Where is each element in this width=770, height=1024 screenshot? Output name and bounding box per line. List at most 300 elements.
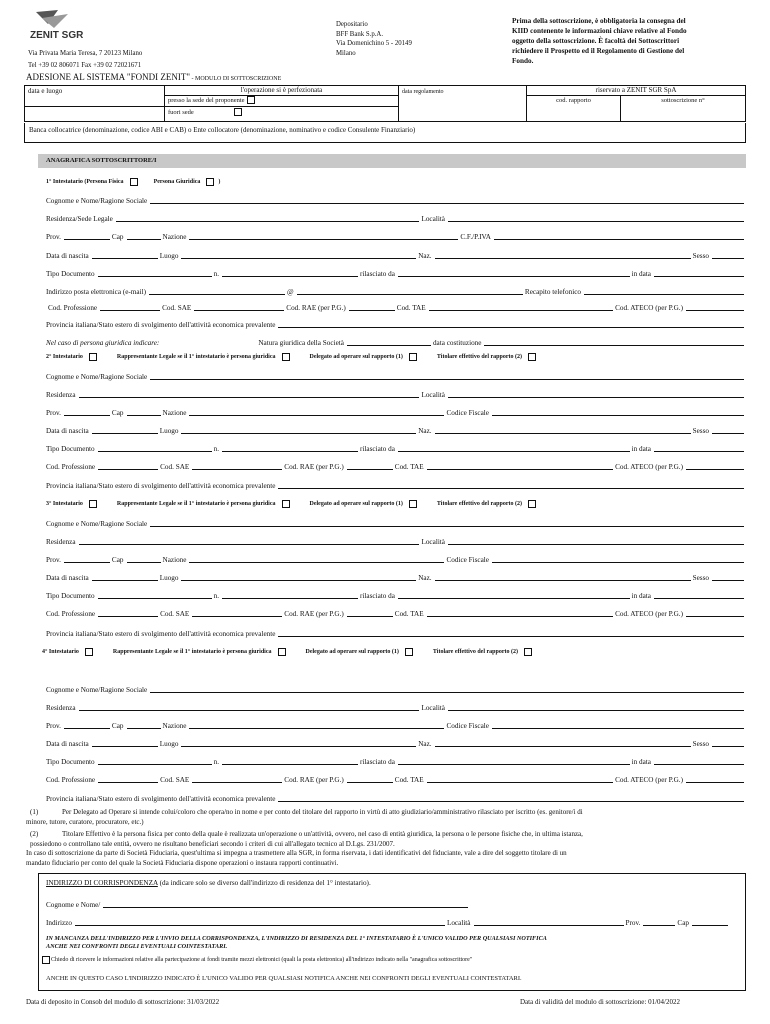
tipo-documento-line[interactable] xyxy=(98,598,212,599)
cod-sae-line[interactable] xyxy=(192,782,282,783)
n-line[interactable] xyxy=(222,451,358,452)
titolare-label: Titolare effettivo del rapporto (2) xyxy=(436,501,522,507)
depositario-line: Milano xyxy=(336,49,356,57)
rappresentante-label: Rappresentante Legale se il 1° intestatario è persona giuridica xyxy=(116,354,276,360)
tipo-documento-line[interactable] xyxy=(98,276,212,277)
h3-cognome-row xyxy=(46,514,746,528)
cod-ateco-line[interactable] xyxy=(686,782,744,783)
rappresentante-checkbox[interactable] xyxy=(278,648,286,656)
localita-line[interactable] xyxy=(448,710,744,711)
rappresentante-label: Rappresentante Legale se il 1° intestatario è persona giuridica xyxy=(112,649,272,655)
cap-label: Cap xyxy=(111,721,124,730)
prov-line[interactable] xyxy=(64,415,110,416)
localita-line[interactable] xyxy=(448,397,744,398)
notes-block xyxy=(26,808,746,868)
cod-rae-label: Cod. RAE (per P.G.) xyxy=(284,775,344,784)
depositario-block xyxy=(336,20,412,58)
h1-provincia-row xyxy=(46,315,746,329)
corr-localita-line[interactable] xyxy=(474,925,624,926)
data-luogo-cell[interactable] xyxy=(25,86,165,107)
titolare-checkbox[interactable] xyxy=(528,353,536,361)
presso-sede-checkbox[interactable] xyxy=(247,96,255,104)
rappresentante-label: Rappresentante Legale se il 1° intestatario è persona giuridica xyxy=(116,501,276,507)
naz-line[interactable] xyxy=(435,433,691,434)
h1-prov-row xyxy=(46,227,746,241)
h2-residenza-row xyxy=(46,385,746,399)
cap-label: Cap xyxy=(111,555,124,564)
data-nascita-label: Data di nascita xyxy=(46,426,89,435)
prov-line[interactable] xyxy=(64,562,110,563)
n-label: n. xyxy=(213,591,220,600)
cod-professione-line[interactable] xyxy=(98,616,158,617)
cap-line[interactable] xyxy=(127,415,161,416)
third-holder-checkbox[interactable] xyxy=(89,500,97,508)
depositario-line: BFF Bank S.p.A. xyxy=(336,30,384,38)
provincia-label: Provincia italiana/Stato estero di svolgimento dell'attività economica prevalente xyxy=(46,629,276,638)
titolare-label: Titolare effettivo del rapporto (2) xyxy=(436,354,522,360)
fourth-holder-checkbox[interactable] xyxy=(85,648,93,656)
provincia-label: Provincia italiana/Stato estero di svolgimento dell'attività economica prevalente xyxy=(46,794,276,803)
notice-line: oggetto della sottoscrizione. È facoltà dei Sottoscrittori xyxy=(512,37,680,45)
cod-sae-label: Cod. SAE xyxy=(160,462,190,471)
h2-prov-row xyxy=(46,403,746,417)
corr-warning-line: ANCHE NEI CONFRONTI DEGLI EVENTUALI COINTESTATARI. xyxy=(46,943,228,950)
codice-fiscale-line[interactable] xyxy=(492,728,744,729)
sesso-line[interactable] xyxy=(712,258,744,259)
n-label: n. xyxy=(213,757,220,766)
prov-label: Prov. xyxy=(46,555,61,564)
nazione-label: Nazione xyxy=(162,721,187,730)
note-1 xyxy=(26,808,746,818)
naz-line[interactable] xyxy=(435,258,691,259)
naz-label: Naz. xyxy=(418,251,432,260)
persona-giuridica-checkbox[interactable] xyxy=(206,178,214,186)
localita-line[interactable] xyxy=(448,221,744,222)
h3-codes-row xyxy=(46,604,746,618)
corr-cognome-line[interactable] xyxy=(103,907,468,908)
notice-line: Prima della sottoscrizione, è obbligatoria la consegna del xyxy=(512,17,686,25)
nazione-label: Nazione xyxy=(162,555,187,564)
cod-professione-line[interactable] xyxy=(98,469,158,470)
corr-warning xyxy=(46,935,547,951)
company-address: Via Privata Maria Teresa, 7 20123 Milano xyxy=(28,50,143,57)
email-request-label: Chiedo di ricevere le informazioni relative alla partecipazione ai fondi tramite mezzi elettronici (quali la posta elettronica) all'indirizzo indicato nella "anagrafica sottoscrittore" xyxy=(51,957,473,963)
note-2-number: (2) xyxy=(30,830,39,838)
tipo-documento-line[interactable] xyxy=(98,764,212,765)
h4-documento-row xyxy=(46,752,746,766)
footer-validita: Data di validità del modulo di sottoscrizione: 01/04/2022 xyxy=(520,998,681,1006)
close-paren: ) xyxy=(218,179,221,185)
fuori-sede-checkbox[interactable] xyxy=(234,108,242,116)
pg-case-label: Nel caso di persona giuridica indicare: xyxy=(46,338,160,347)
cognome-label: Cognome e Nome/Ragione Sociale xyxy=(46,196,148,205)
data-regolamento-cell[interactable] xyxy=(399,86,527,122)
provincia-label: Provincia italiana/Stato estero di svolgimento dell'attività economica prevalente xyxy=(46,481,276,490)
n-line[interactable] xyxy=(222,598,358,599)
codice-fiscale-label: Codice Fiscale xyxy=(446,408,489,417)
tipo-documento-label: Tipo Documento xyxy=(46,269,95,278)
cod-sae-label: Cod. SAE xyxy=(162,303,192,312)
cod-professione-line[interactable] xyxy=(98,782,158,783)
note-1-number: (1) xyxy=(30,808,39,816)
corr-cap-label: Cap xyxy=(677,918,689,927)
h2-codes-row xyxy=(46,457,746,471)
prov-label: Prov. xyxy=(46,408,61,417)
fourth-holder-label: 4° Intestatario xyxy=(42,649,79,655)
banca-collocatrice-field[interactable] xyxy=(24,123,746,143)
in-data-line[interactable] xyxy=(654,451,744,452)
cod-sae-line[interactable] xyxy=(194,310,284,311)
data-costituzione-line[interactable] xyxy=(484,345,744,346)
corr-prov-label: Prov. xyxy=(625,918,641,927)
top-table xyxy=(24,85,746,122)
depositario-label: Depositario xyxy=(336,21,368,28)
cod-ateco-label: Cod. ATECO (per P.G.) xyxy=(615,303,683,312)
cap-line[interactable] xyxy=(127,239,161,240)
cod-rae-line[interactable] xyxy=(347,782,393,783)
operazione-label: l'operazione si è perfezionata xyxy=(165,86,399,96)
cod-ateco-label: Cod. ATECO (per P.G.) xyxy=(615,462,683,471)
data-nascita-label: Data di nascita xyxy=(46,251,89,260)
email-note: ANCHE IN QUESTO CASO L'INDIRIZZO INDICATO È L'UNICO VALIDO PER QUALSIASI NOTIFICA ANCHE NEI CONFRONTI DEGLI EVENTUALI COINTESTATARI. xyxy=(46,975,522,982)
cod-tae-label: Cod. TAE xyxy=(394,462,424,471)
in-data-label: in data xyxy=(631,757,651,766)
third-holder-label: 3° Intestatario xyxy=(46,501,83,507)
fiduciaria-note-cont: mandato fiduciario per conto del quale la Società Fiduciaria dispone operazioni o instaura rapporti continuativi. xyxy=(26,858,339,867)
sesso-line[interactable] xyxy=(712,746,744,747)
cap-line[interactable] xyxy=(127,728,161,729)
form-title-sub: - MODULO DI SOTTOSCRIZIONE xyxy=(190,76,282,82)
cognome-line[interactable] xyxy=(150,692,744,693)
rappresentante-checkbox[interactable] xyxy=(282,353,290,361)
cap-label: Cap xyxy=(111,232,124,241)
h2-documento-row xyxy=(46,439,746,453)
company-phone: Tel +39 02 806071 Fax +39 02 72021671 xyxy=(28,62,142,69)
h4-residenza-row xyxy=(46,698,746,712)
data-regolamento-label: data regolamento xyxy=(402,89,444,95)
h2-type-row xyxy=(46,351,536,363)
cod-professione-line[interactable] xyxy=(100,310,160,311)
residenza-line[interactable] xyxy=(79,397,420,398)
cognome-label: Cognome e Nome/Ragione Sociale xyxy=(46,685,148,694)
residenza-label: Residenza xyxy=(46,537,76,546)
codice-fiscale-label: Codice Fiscale xyxy=(446,721,489,730)
sesso-label: Sesso xyxy=(692,739,709,748)
tipo-documento-label: Tipo Documento xyxy=(46,591,95,600)
tipo-documento-label: Tipo Documento xyxy=(46,757,95,766)
nazione-line[interactable] xyxy=(189,415,444,416)
h2-nascita-row xyxy=(46,421,746,435)
cod-ateco-line[interactable] xyxy=(686,469,744,470)
cod-tae-line[interactable] xyxy=(427,469,613,470)
corr-cognome-row xyxy=(46,895,470,909)
h4-cognome-row xyxy=(46,680,746,694)
h4-type-row xyxy=(42,646,532,658)
localita-label: Località xyxy=(421,390,445,399)
cod-ateco-line[interactable] xyxy=(686,616,744,617)
cod-sae-label: Cod. SAE xyxy=(160,609,190,618)
corr-warning-line: IN MANCANZA DELL'INDIRIZZO PER L'INVIO DELLA CORRISPONDENZA, L'INDIRIZZO DI RESIDENZA DEL 1° INTESTATARIO È L'UNICO VALIDO PER QUALSIASI NOTIFICA xyxy=(46,935,547,942)
tipo-documento-label: Tipo Documento xyxy=(46,444,95,453)
cognome-line[interactable] xyxy=(150,203,744,204)
codice-fiscale-line[interactable] xyxy=(492,415,744,416)
cod-rae-label: Cod. RAE (per P.G.) xyxy=(284,462,344,471)
residenza-line[interactable] xyxy=(79,710,420,711)
codice-fiscale-label: Codice Fiscale xyxy=(446,555,489,564)
codice-fiscale-line[interactable] xyxy=(492,562,744,563)
note-2-text: Titolare Effettivo è la persona fisica per conto della quale è realizzata un'operazione o un'attività, ovvero, nel caso di entità giuridica, la persona o le persone fisiche che, in ultima istanza, xyxy=(62,830,583,838)
corr-indirizzo-line[interactable] xyxy=(75,925,445,926)
cod-professione-label: Cod. Professione xyxy=(46,462,96,471)
rilasciato-label: rilasciato da xyxy=(360,444,395,453)
email-request-row xyxy=(42,956,472,964)
cod-sae-line[interactable] xyxy=(192,616,282,617)
cod-ateco-label: Cod. ATECO (per P.G.) xyxy=(615,609,683,618)
note-1-text: Per Delegato ad Operare si intende colui/coloro che opera/no in nome e per conto del titolare del rapporto in virtù di atto giudiziario/amministrativo rilasciato per iscritto (es. genitore/i di xyxy=(62,808,583,816)
sesso-label: Sesso xyxy=(692,251,709,260)
h2-cognome-row xyxy=(46,367,746,381)
tipo-documento-line[interactable] xyxy=(98,451,212,452)
fuori-sede-label: fuori sede xyxy=(168,109,194,116)
localita-label: Località xyxy=(421,537,445,546)
cognome-label: Cognome e Nome/Ragione Sociale xyxy=(46,519,148,528)
riservato-label: riservato a ZENIT SGR SpA xyxy=(527,86,746,96)
cod-tae-label: Cod. TAE xyxy=(394,775,424,784)
note-2-text-cont: possiedono o controllano tale entità, ovvero ne risultano beneficiari secondo i criteri di cui all'allegato tecnico al D.Lgs. 231/2007. xyxy=(30,839,395,848)
sesso-label: Sesso xyxy=(692,426,709,435)
cap-label: Cap xyxy=(111,408,124,417)
delegato-checkbox[interactable] xyxy=(409,353,417,361)
luogo-line[interactable] xyxy=(181,258,416,259)
empty-cell xyxy=(25,107,165,122)
banca-label: Banca collocatrice (denominazione, codice ABI e CAB) o Ente collocatore (denominazione, nominativo e codice Consulente Finanziario) xyxy=(29,126,416,134)
n-line[interactable] xyxy=(222,276,358,277)
data-nascita-label: Data di nascita xyxy=(46,573,89,582)
rilasciato-label: rilasciato da xyxy=(360,591,395,600)
sesso-label: Sesso xyxy=(692,573,709,582)
nazione-label: Nazione xyxy=(162,232,187,241)
cod-rae-line[interactable] xyxy=(347,616,393,617)
cod-professione-label: Cod. Professione xyxy=(48,303,98,312)
sottoscrizione-n-label: sottoscrizione n° xyxy=(661,97,705,104)
notice-line: KIID contenente le informazioni chiave relative al Fondo xyxy=(512,27,687,35)
data-nascita-line[interactable] xyxy=(92,580,158,581)
cod-sae-label: Cod. SAE xyxy=(160,775,190,784)
h2-provincia-row xyxy=(46,476,746,490)
nazione-label: Nazione xyxy=(162,408,187,417)
h1-residenza-row xyxy=(46,209,746,223)
cod-tae-line[interactable] xyxy=(427,616,613,617)
rilasciato-line[interactable] xyxy=(398,598,630,599)
in-data-line[interactable] xyxy=(654,598,744,599)
cod-ateco-line[interactable] xyxy=(686,310,744,311)
n-label: n. xyxy=(213,269,220,278)
cod-sae-line[interactable] xyxy=(192,469,282,470)
email-domain-line[interactable] xyxy=(297,294,523,295)
presso-sede-label: presso la sede del proponente xyxy=(168,97,245,104)
luogo-label: Luogo xyxy=(159,251,179,260)
prov-line[interactable] xyxy=(64,239,110,240)
cod-rapporto-cell[interactable] xyxy=(527,96,621,122)
cognome-line[interactable] xyxy=(150,379,744,380)
h1-email-row xyxy=(46,282,746,296)
form-title xyxy=(26,72,281,82)
kiid-notice xyxy=(512,16,687,66)
h3-nascita-row xyxy=(46,568,746,582)
corr-prov-line[interactable] xyxy=(643,925,675,926)
email-request-checkbox[interactable] xyxy=(42,956,50,964)
residenza-label: Residenza/Sede Legale xyxy=(46,214,113,223)
naz-label: Naz. xyxy=(418,739,432,748)
rappresentante-checkbox[interactable] xyxy=(282,500,290,508)
cod-tae-line[interactable] xyxy=(429,310,613,311)
nazione-line[interactable] xyxy=(189,728,444,729)
h3-provincia-row xyxy=(46,624,746,638)
email-label: Indirizzo posta elettronica (e-mail) xyxy=(46,287,146,296)
at-label: @ xyxy=(286,287,294,296)
n-line[interactable] xyxy=(222,764,358,765)
in-data-label: in data xyxy=(631,269,651,278)
second-holder-checkbox[interactable] xyxy=(89,353,97,361)
provincia-line[interactable] xyxy=(278,636,744,637)
prov-line[interactable] xyxy=(64,728,110,729)
h3-prov-row xyxy=(46,550,746,564)
data-nascita-line[interactable] xyxy=(92,258,158,259)
pg-row xyxy=(46,333,746,347)
delegato-checkbox[interactable] xyxy=(409,500,417,508)
cognome-line[interactable] xyxy=(150,526,744,527)
delegato-label: Delegato ad operare sul rapporto (1) xyxy=(309,501,403,507)
h1-nascita-row xyxy=(46,246,746,260)
rilasciato-line[interactable] xyxy=(398,764,630,765)
cod-professione-label: Cod. Professione xyxy=(46,775,96,784)
titolare-checkbox[interactable] xyxy=(524,648,532,656)
cod-ateco-label: Cod. ATECO (per P.G.) xyxy=(615,775,683,784)
provincia-line[interactable] xyxy=(278,488,744,489)
cf-piva-line[interactable] xyxy=(494,239,744,240)
nazione-line[interactable] xyxy=(189,239,458,240)
residenza-line[interactable] xyxy=(79,544,420,545)
sesso-line[interactable] xyxy=(712,433,744,434)
in-data-label: in data xyxy=(631,444,651,453)
luogo-label: Luogo xyxy=(159,573,179,582)
localita-line[interactable] xyxy=(448,544,744,545)
residenza-line[interactable] xyxy=(116,221,420,222)
second-holder-label: 2° Intestatario xyxy=(46,354,83,360)
h4-codes-row xyxy=(46,770,746,784)
h1-cognome-row xyxy=(46,191,746,205)
corr-indirizzo-label: Indirizzo xyxy=(46,918,72,927)
sottoscrizione-n-cell[interactable] xyxy=(621,96,746,122)
luogo-label: Luogo xyxy=(159,739,179,748)
form-title-main: ADESIONE AL SISTEMA "FONDI ZENIT" xyxy=(26,72,191,82)
sesso-line[interactable] xyxy=(712,580,744,581)
prov-label: Prov. xyxy=(46,721,61,730)
cognome-label: Cognome e Nome/Ragione Sociale xyxy=(46,372,148,381)
cod-professione-label: Cod. Professione xyxy=(46,609,96,618)
telefono-label: Recapito telefonico xyxy=(524,287,581,296)
cap-line[interactable] xyxy=(127,562,161,563)
nazione-line[interactable] xyxy=(189,562,444,563)
corr-cap-line[interactable] xyxy=(692,925,728,926)
correspondence-title-row xyxy=(46,879,371,887)
first-holder-type xyxy=(46,176,220,188)
corr-indirizzo-row xyxy=(46,913,730,927)
company-logo xyxy=(28,8,90,42)
email-user-line[interactable] xyxy=(149,294,285,295)
cod-tae-label: Cod. TAE xyxy=(396,303,426,312)
cf-piva-label: C.F./P.IVA xyxy=(460,232,491,241)
residenza-label: Residenza xyxy=(46,703,76,712)
naz-label: Naz. xyxy=(418,426,432,435)
cod-tae-line[interactable] xyxy=(427,782,613,783)
correspondence-title: INDIRIZZO DI CORRISPONDENZA xyxy=(46,879,158,887)
footer-deposito: Data di deposito in Consob del modulo di sottoscrizione: 31/03/2022 xyxy=(26,998,220,1006)
delegato-checkbox[interactable] xyxy=(405,648,413,656)
luogo-line[interactable] xyxy=(181,433,416,434)
n-label: n. xyxy=(213,444,220,453)
h4-nascita-row xyxy=(46,734,746,748)
anagrafica-header: ANAGRAFICA SOTTOSCRITTORE/I xyxy=(38,154,746,168)
delegato-label: Delegato ad operare sul rapporto (1) xyxy=(305,649,399,655)
naz-line[interactable] xyxy=(435,580,691,581)
h4-prov-row xyxy=(46,716,746,730)
cod-rae-line[interactable] xyxy=(347,469,393,470)
corr-localita-label: Località xyxy=(446,918,471,927)
data-costituzione-label: data costituzione xyxy=(432,338,482,347)
persona-giuridica-label: Persona Giuridica xyxy=(153,179,201,185)
cod-rae-label: Cod. RAE (per P.G.) xyxy=(286,303,346,312)
h1-documento-row xyxy=(46,264,746,278)
h4-provincia-row xyxy=(46,789,746,803)
cod-rae-line[interactable] xyxy=(349,310,395,311)
localita-label: Località xyxy=(421,703,445,712)
provincia-line[interactable] xyxy=(278,801,744,802)
persona-fisica-checkbox[interactable] xyxy=(130,178,138,186)
data-nascita-label: Data di nascita xyxy=(46,739,89,748)
naz-line[interactable] xyxy=(435,746,691,747)
h3-residenza-row xyxy=(46,532,746,546)
provincia-label: Provincia italiana/Stato estero di svolgimento dell'attività economica prevalente xyxy=(46,320,276,329)
data-nascita-line[interactable] xyxy=(92,746,158,747)
provincia-line[interactable] xyxy=(278,327,744,328)
logo-text: ZENIT SGR xyxy=(30,30,84,41)
luogo-line[interactable] xyxy=(181,580,416,581)
presso-sede-cell xyxy=(165,96,399,107)
data-nascita-line[interactable] xyxy=(92,433,158,434)
cod-tae-label: Cod. TAE xyxy=(394,609,424,618)
rilasciato-line[interactable] xyxy=(398,276,630,277)
in-data-line[interactable] xyxy=(654,764,744,765)
fiduciaria-note: In caso di sottoscrizione da parte di Società Fiduciaria, quest'ultima si impegna a trasmettere alla SGR, in forma riservata, i dati identificativi del fiduciante, vale a dire del soggetto titolare di un xyxy=(26,849,567,857)
cod-rae-label: Cod. RAE (per P.G.) xyxy=(284,609,344,618)
rilasciato-label: rilasciato da xyxy=(360,269,395,278)
correspondence-note: (da indicare solo se diverso dall'indirizzo di residenza del 1° intestatario). xyxy=(157,879,371,887)
luogo-line[interactable] xyxy=(181,746,416,747)
rilasciato-line[interactable] xyxy=(398,451,630,452)
corr-cognome-label: Cognome e Nome/ xyxy=(46,900,101,909)
telefono-line[interactable] xyxy=(584,294,744,295)
titolare-checkbox[interactable] xyxy=(528,500,536,508)
in-data-label: in data xyxy=(631,591,651,600)
h3-type-row xyxy=(46,498,536,510)
in-data-line[interactable] xyxy=(654,276,744,277)
titolare-label: Titolare effettivo del rapporto (2) xyxy=(432,649,518,655)
residenza-label: Residenza xyxy=(46,390,76,399)
prov-label: Prov. xyxy=(46,232,61,241)
natura-line[interactable] xyxy=(347,345,431,346)
luogo-label: Luogo xyxy=(159,426,179,435)
